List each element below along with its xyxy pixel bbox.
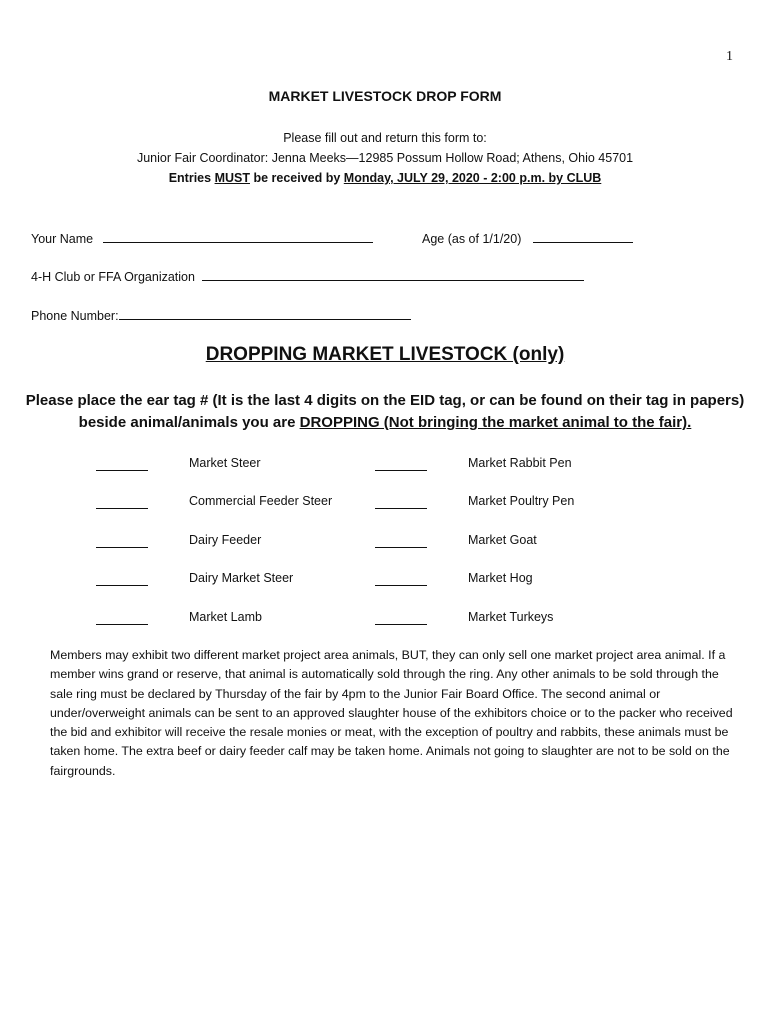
- age-label: Age (as of 1/1/20): [422, 232, 522, 246]
- form-title: MARKET LIVESTOCK DROP FORM: [268, 88, 502, 104]
- tag-input-line[interactable]: [96, 470, 148, 471]
- club-label: 4-H Club or FFA Organization: [31, 270, 195, 284]
- phone-input-line[interactable]: [119, 306, 411, 320]
- list-item: [0, 571, 770, 591]
- list-item: [0, 456, 770, 476]
- age-field-row: [422, 229, 633, 246]
- tag-input-line[interactable]: [96, 508, 148, 509]
- tag-input-line[interactable]: [96, 547, 148, 548]
- deadline-middle: be received by: [249, 171, 344, 185]
- phone-field-row: [31, 306, 411, 323]
- page-number: 1: [726, 49, 733, 64]
- list-item: [0, 533, 770, 553]
- tag-input-line[interactable]: [375, 547, 427, 548]
- club-input-line[interactable]: [202, 267, 584, 281]
- animal-label: Dairy Market Steer: [189, 571, 294, 585]
- instructions-text: Please place the ear tag # (It is the last 4 digits on the EID tag, or can be found on their tag in papers) beside animal/animals you are: [25, 392, 745, 431]
- ear-tag-instructions: [0, 390, 770, 434]
- tag-input-line[interactable]: [96, 585, 148, 586]
- tag-input-line[interactable]: [96, 624, 148, 625]
- list-item: [0, 610, 770, 630]
- animal-label: Market Lamb: [189, 610, 262, 624]
- age-input-line[interactable]: [533, 229, 633, 243]
- deadline-prefix: Entries: [168, 171, 215, 185]
- animal-label: Market Rabbit Pen: [468, 456, 572, 470]
- tag-input-line[interactable]: [375, 470, 427, 471]
- name-field-row: [31, 229, 373, 246]
- rules-paragraph: Members may exhibit two different market project area animals, BUT, they can only sell one market project area animal. If a member wins grand or reserve, that animal is automatically sold through the ring. Any other animals to be sold through the sale ring must be declared by Thursday of the fair by 4pm to the Junior Fair Board Office. The second animal or under/overweight animals can be sent to an approved slaughter house of the exhibitors choice or to the packer who received the bid and exhibitor will receive the resale monies or meat, with the exception of poultry and rabbits, these animals must be taken home. The extra beef or dairy feeder calf may be taken home. Animals not going to slaughter are not to be sold on the fairgrounds.: [50, 648, 733, 778]
- animal-label: Market Poultry Pen: [468, 494, 575, 508]
- deadline-date: Monday, JULY 29, 2020 - 2:00 p.m. by CLUB: [343, 171, 602, 185]
- club-field-row: [31, 267, 584, 284]
- list-item: [0, 494, 770, 514]
- tag-input-line[interactable]: [375, 585, 427, 586]
- animal-label: Market Goat: [468, 533, 537, 547]
- deadline-line: [0, 171, 770, 185]
- animal-label: Market Hog: [468, 571, 533, 585]
- instructions-emphasis: DROPPING (Not bringing the market animal to the fair).: [299, 414, 692, 431]
- animal-label: Market Steer: [189, 456, 261, 470]
- animal-label: Dairy Feeder: [189, 533, 262, 547]
- name-input-line[interactable]: [103, 229, 373, 243]
- animal-label: Market Turkeys: [468, 610, 554, 624]
- coordinator-address: Junior Fair Coordinator: Jenna Meeks—12985 Possum Hollow Road; Athens, Ohio 45701: [136, 151, 634, 165]
- animal-label: Commercial Feeder Steer: [189, 494, 333, 508]
- section-heading: DROPPING MARKET LIVESTOCK (only): [205, 344, 565, 365]
- tag-input-line[interactable]: [375, 508, 427, 509]
- return-instructions: Please fill out and return this form to:: [283, 131, 487, 145]
- tag-input-line[interactable]: [375, 624, 427, 625]
- phone-label: Phone Number:: [31, 309, 119, 323]
- name-label: Your Name: [31, 232, 94, 246]
- deadline-must: MUST: [214, 171, 250, 185]
